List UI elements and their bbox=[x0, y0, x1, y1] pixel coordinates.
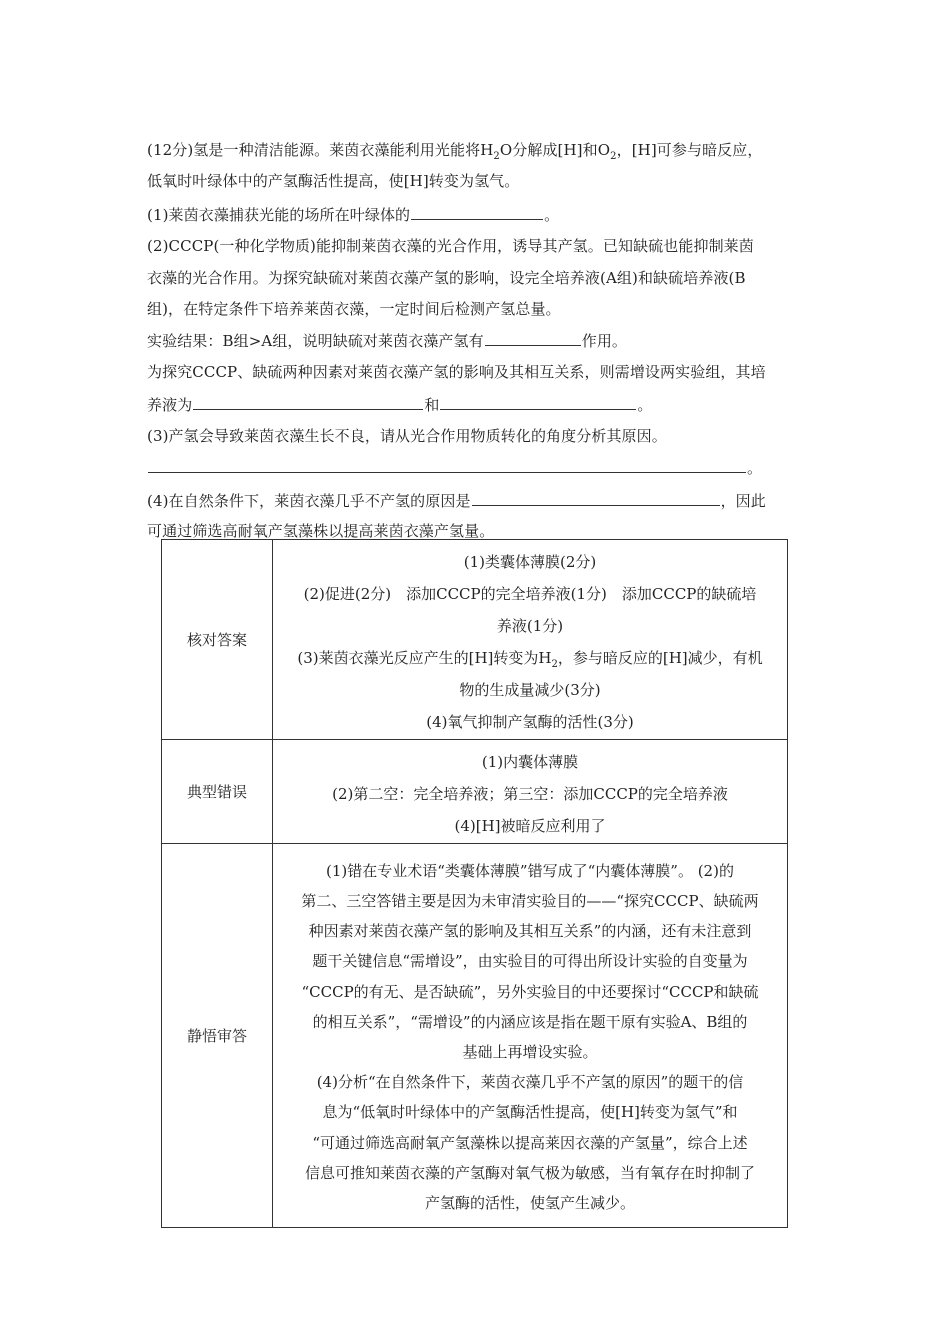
answer-content: (1)类囊体薄膜(2分) (2)促进(2分) 添加CCCP的完全培养液(1分) 添加CCCP的缺硫培 养液(1分) (3)莱茵衣藻光反应产生的[H]转变为$H_2$，参与暗反应的[H]减少，有机 物的生成量减少(3分) (4)氧气抑制产氢酶的活性(3分) bbox=[273, 540, 788, 740]
answer-table bbox=[161, 539, 788, 1228]
question-part-2-line-2: 衣藻的光合作用。为探究缺硫对莱茵衣藻产氢的影响，设完全培养液(A组)和缺硫培养液(B bbox=[147, 269, 746, 287]
question-part-3: (3)产氢会导致莱茵衣藻生长不良，请从光合作用物质转化的角度分析其原因。 bbox=[147, 427, 667, 445]
answer-blank-2[interactable] bbox=[485, 330, 581, 346]
answer-blank-6[interactable] bbox=[472, 490, 720, 506]
question-part-4-line-1: (4)在自然条件下，莱茵衣藻几乎不产氢的原因是 ，因此 bbox=[147, 492, 766, 510]
question-part-1: (1)莱茵衣藻捕获光能的场所在叶绿体的 。 bbox=[147, 206, 560, 224]
question-part-2-line-3: 组)，在特定条件下培养莱茵衣藻，一定时间后检测产氢总量。 bbox=[147, 300, 561, 318]
reflect-content: (1)错在专业术语“类囊体薄膜”错写成了“内囊体薄膜”。 (2)的 第二、三空答错主要是因为未审清实验目的——“探究CCCP、缺硫两 种因素对莱茵衣藻产氢的影响及其相互关系”的内涵，还有未注意到 题干关键信息“需增设”，由实验目的可得出所设计实验的自变量为 “CCCP的有无、是否缺硫”，另外实验目的中还要探讨“CCCP和缺硫 的相互关系”，“需增设”的内涵应该是指在题干原有实验A、B组的 基础上再增设实验。 (4)分析“在自然条件下，莱茵衣藻几乎不产氢的原因”的题干的信 息为“低氧时叶绿体中的产氢酶活性提高，使[H]转变为氢气”和 “可通过筛选高耐氧产氢藻株以提高莱因衣藻的产氢量”，综合上述 信息可推知莱茵衣藻的产氢酶对氧气极为敏感，当有氧存在时抑制了 产氢酶的活性，使氢产生减少。 bbox=[273, 844, 788, 1228]
error-content: (1)内囊体薄膜 (2)第二空：完全培养液；第三空：添加CCCP的完全培养液 (4)[H]被暗反应利用了 bbox=[273, 740, 788, 844]
table-row-answers bbox=[162, 540, 788, 740]
answer-blank-1[interactable] bbox=[411, 204, 543, 220]
reflect-label: 静悟审答 bbox=[162, 844, 273, 1228]
explore-line-1: 为探究CCCP、缺硫两种因素对莱茵衣藻产氢的影响及其相互关系，则需增设两实验组，其培 bbox=[147, 363, 766, 381]
question-part-4-line-2: 可通过筛选高耐氧产氢藻株以提高莱茵衣藻产氢量。 bbox=[147, 522, 495, 540]
experiment-result: 实验结果：B组>A组，说明缺硫对莱茵衣藻产氢有 作用。 bbox=[147, 332, 628, 350]
answer-blank-4[interactable] bbox=[440, 394, 636, 410]
question-intro-line-1: (12分)氢是一种清洁能源。莱茵衣藻能利用光能将$H_2O$分解成[H]和$O_2$，[H]可参与暗反应， bbox=[147, 141, 763, 162]
error-label: 典型错误 bbox=[162, 740, 273, 844]
answer-label: 核对答案 bbox=[162, 540, 273, 740]
table-row-reflection bbox=[162, 844, 788, 1228]
question-part-3-answer-line: 。 bbox=[147, 457, 762, 478]
table-row-errors bbox=[162, 740, 788, 844]
answer-blank-5[interactable] bbox=[148, 457, 746, 473]
question-part-2-line-1: (2)CCCP(一种化学物质)能抑制莱茵衣藻的光合作用，诱导其产氢。已知缺硫也能抑制莱茵 bbox=[147, 237, 754, 255]
answer-blank-3[interactable] bbox=[193, 394, 423, 410]
explore-line-2: 养液为 和 。 bbox=[147, 396, 653, 414]
question-intro-line-2: 低氧时叶绿体中的产氢酶活性提高，使[H]转变为氢气。 bbox=[147, 172, 520, 190]
